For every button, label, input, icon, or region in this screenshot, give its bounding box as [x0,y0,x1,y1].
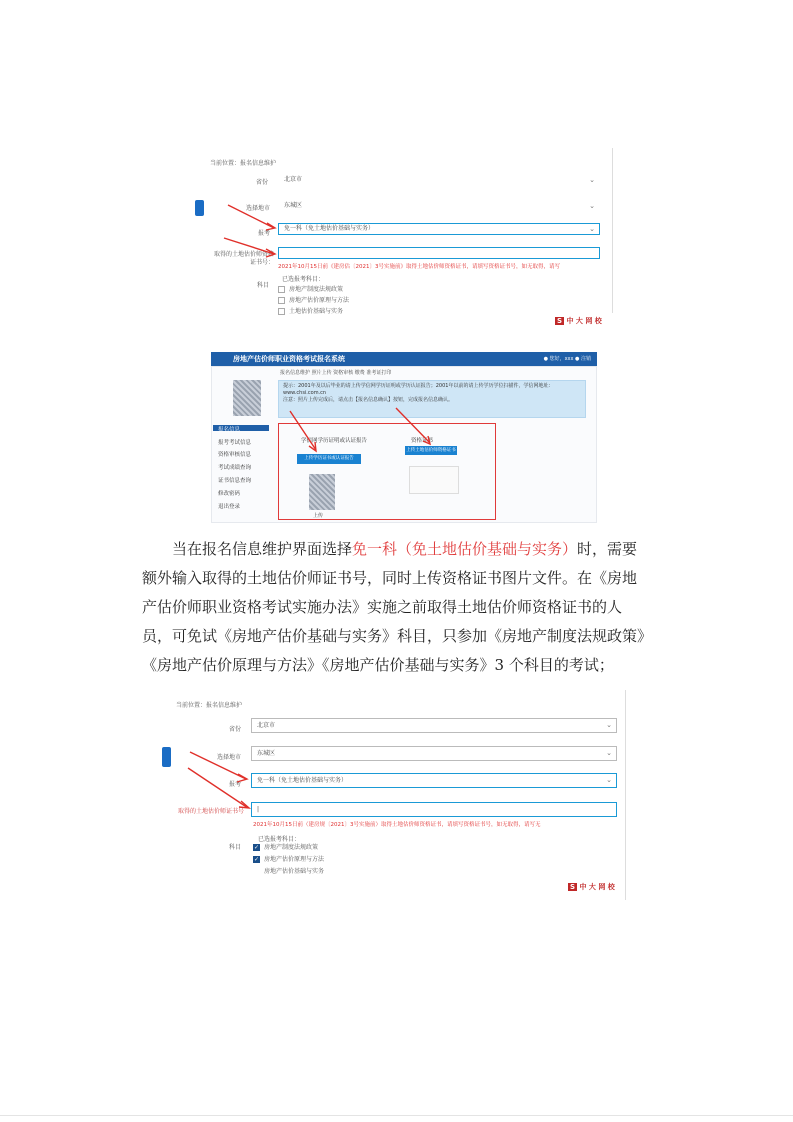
subjects-title: 已选报考科目： [282,276,325,283]
exam-type-value: 免一科（免土地估价基础与实务） [284,225,375,232]
province-value: 北京市 [284,176,303,183]
paragraph-text-after: 时，需要额外输入取得的土地估价师证书号，同时上传资格证书图片文件。在《房地产估价师职业资格考试实施办法》实施之前取得土地估价师资格证书的人员，可免试《房地产估价基础与实务》科目，只参加《房地产制度法规政策》《房地产估价原理与方法》《房地产估价基础与实务》3 个科目的考试； [142,540,645,674]
chevron-down-icon: ⌄ [606,776,612,784]
type-label: 报考 [258,230,271,237]
photo-caption: 上传 [313,513,324,519]
upload-photo-label: 学信网学历证明或认证报告 [301,438,368,444]
subject-label: 土地估价基础与实务 [289,308,344,315]
system-title: 房地产估价师职业资格考试报名系统 [233,355,345,363]
subject-label: 房地产估价原理与方法 [264,856,325,863]
chevron-down-icon: ⌄ [589,202,595,210]
paragraph-highlight: 免一科（免土地估价基础与实务） [352,540,578,558]
breadcrumb: 当前位置：报名信息维护 [210,160,277,167]
cert-label: 取得的土地估价师证书号 [178,808,245,815]
user-info[interactable]: ● 您好，xxx ● 注销 [543,356,591,362]
notice-text-1: 提示：2001年及以后毕业的请上传学信网学历证明或学历认证报告；2001年以前的请上传学历学位扫描件，学信网地址： [283,383,554,389]
menu-item[interactable]: 退出登录 [218,504,241,510]
subjects-title: 已选报考科目： [258,836,301,843]
menu-item[interactable]: 修改密码 [218,491,241,497]
cert-number-value: | [257,806,260,813]
subjects-label: 科目 [229,844,242,851]
checkbox-checked[interactable]: ✓ [254,844,260,851]
arrow-head [239,801,249,808]
menu-item[interactable]: 报考考试信息 [218,440,252,446]
watermark-logo: S 中 大 网 校 [557,317,602,325]
cert-hint: 2021年10月15日前（建房规〔2021〕3号实施前）取得土地估价师资格证书，请填写资格证书号，如无取得，请写无 [253,822,541,828]
type-label: 报考 [229,781,242,788]
menu-item[interactable]: 考试成绩查询 [218,465,252,471]
chevron-down-icon: ⌄ [606,749,612,757]
chevron-down-icon: ⌄ [606,721,612,729]
subject-label: 房地产估价原理与方法 [289,297,350,304]
upload-cert-label: 资格证书 [411,438,434,444]
paragraph-text-before: 当在报名信息维护界面选择 [172,540,353,558]
menu-item[interactable]: 报名信息 [218,427,241,433]
chevron-down-icon: ⌄ [589,225,595,233]
cert-hint: 2021年10月15日前《建房估〔2021〕3号实施前》取得土地估价师资格证书，请填写资格证书号，如无取得，请写 [278,264,560,270]
city-label: 选择地市 [217,754,242,761]
watermark-logo: S 中 大 网 校 [570,883,615,891]
upload-cert-button[interactable]: 上传土地估价师资格证书 [406,448,456,453]
notice-url[interactable]: www.chsi.com.cn [283,390,327,396]
page-bottom-edge [0,1115,793,1116]
menu-item[interactable]: 证书信息查询 [218,478,252,484]
subjects-label: 科目 [257,282,270,289]
cert-label: 取得的土地估价师资格证书号： [213,251,274,266]
subject-label: 房地产制度法规政策 [289,286,344,293]
checkbox-checked[interactable]: ✓ [254,856,260,863]
subject-label: 房地产制度法规政策 [264,844,319,851]
notice-text-2: 注意：照片上传完成后，请点击【报名信息确认】按钮，完成报名信息确认。 [283,397,454,403]
province-label: 省份 [229,726,242,733]
city-value: 东城区 [257,750,276,757]
subject-label: 房地产估价基础与实务 [264,868,325,875]
menu-item[interactable]: 资格审核信息 [218,452,252,458]
province-value: 北京市 [257,722,276,729]
upload-photo-button[interactable]: 上传学历证书或认证报告 [297,454,361,464]
province-label: 省份 [256,179,269,186]
top-tabs[interactable]: 报名信息维护 照片上传 资格审核 缴费 准考证打印 [280,370,392,376]
chevron-down-icon: ⌄ [589,176,595,184]
breadcrumb: 当前位置：报名信息维护 [176,702,243,709]
exam-type-value: 免一科（免土地估价基础与实务） [257,777,348,784]
city-label: 选择地市 [246,205,271,212]
city-value: 东城区 [284,202,303,209]
